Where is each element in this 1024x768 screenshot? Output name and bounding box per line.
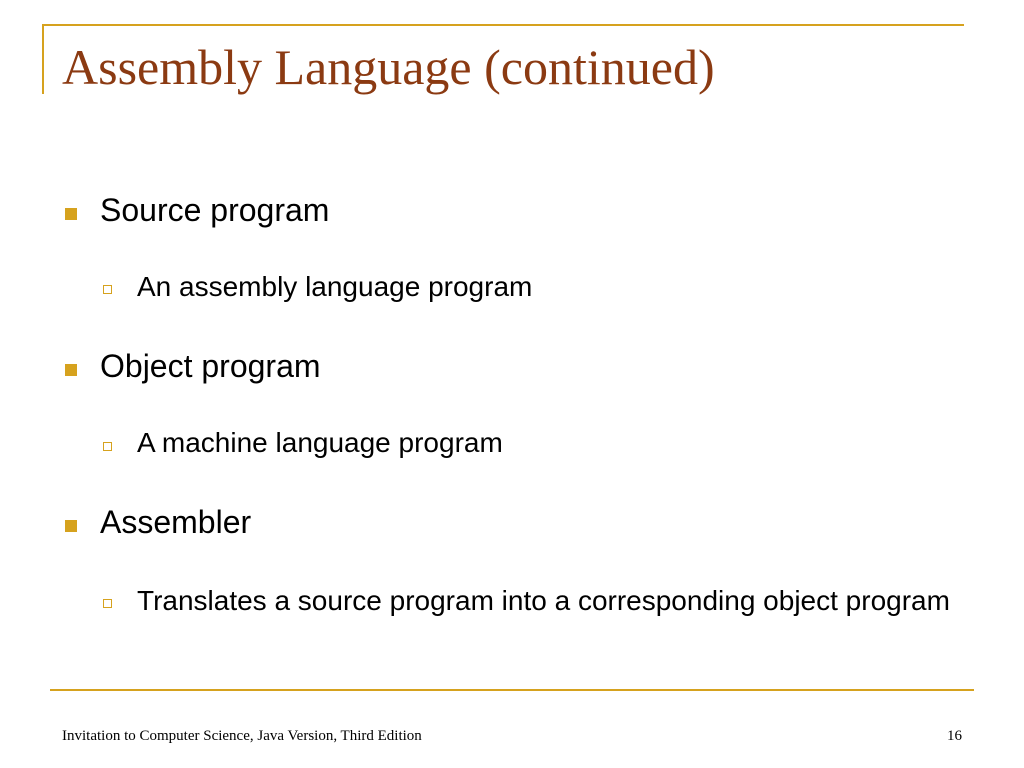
page-number: 16 bbox=[947, 728, 962, 744]
hollow-square-bullet-icon bbox=[103, 442, 112, 451]
filled-square-bullet-icon bbox=[65, 364, 77, 376]
bullet-object-program: Object program bbox=[100, 348, 321, 384]
top-border-line bbox=[42, 24, 964, 26]
bullet-source-program: Source program bbox=[100, 192, 330, 228]
sub-bullet-assembler: Translates a source program into a corresponding object program bbox=[137, 585, 950, 616]
footer-book-title: Invitation to Computer Science, Java Version, Third Edition bbox=[62, 728, 422, 744]
sub-bullet-object-program: A machine language program bbox=[137, 427, 503, 458]
left-border-line bbox=[42, 24, 44, 94]
hollow-square-bullet-icon bbox=[103, 599, 112, 608]
hollow-square-bullet-icon bbox=[103, 285, 112, 294]
filled-square-bullet-icon bbox=[65, 208, 77, 220]
footer-divider bbox=[50, 689, 974, 691]
filled-square-bullet-icon bbox=[65, 520, 77, 532]
slide-title: Assembly Language (continued) bbox=[62, 39, 715, 95]
bullet-assembler: Assembler bbox=[100, 504, 252, 540]
sub-bullet-source-program: An assembly language program bbox=[137, 271, 533, 302]
